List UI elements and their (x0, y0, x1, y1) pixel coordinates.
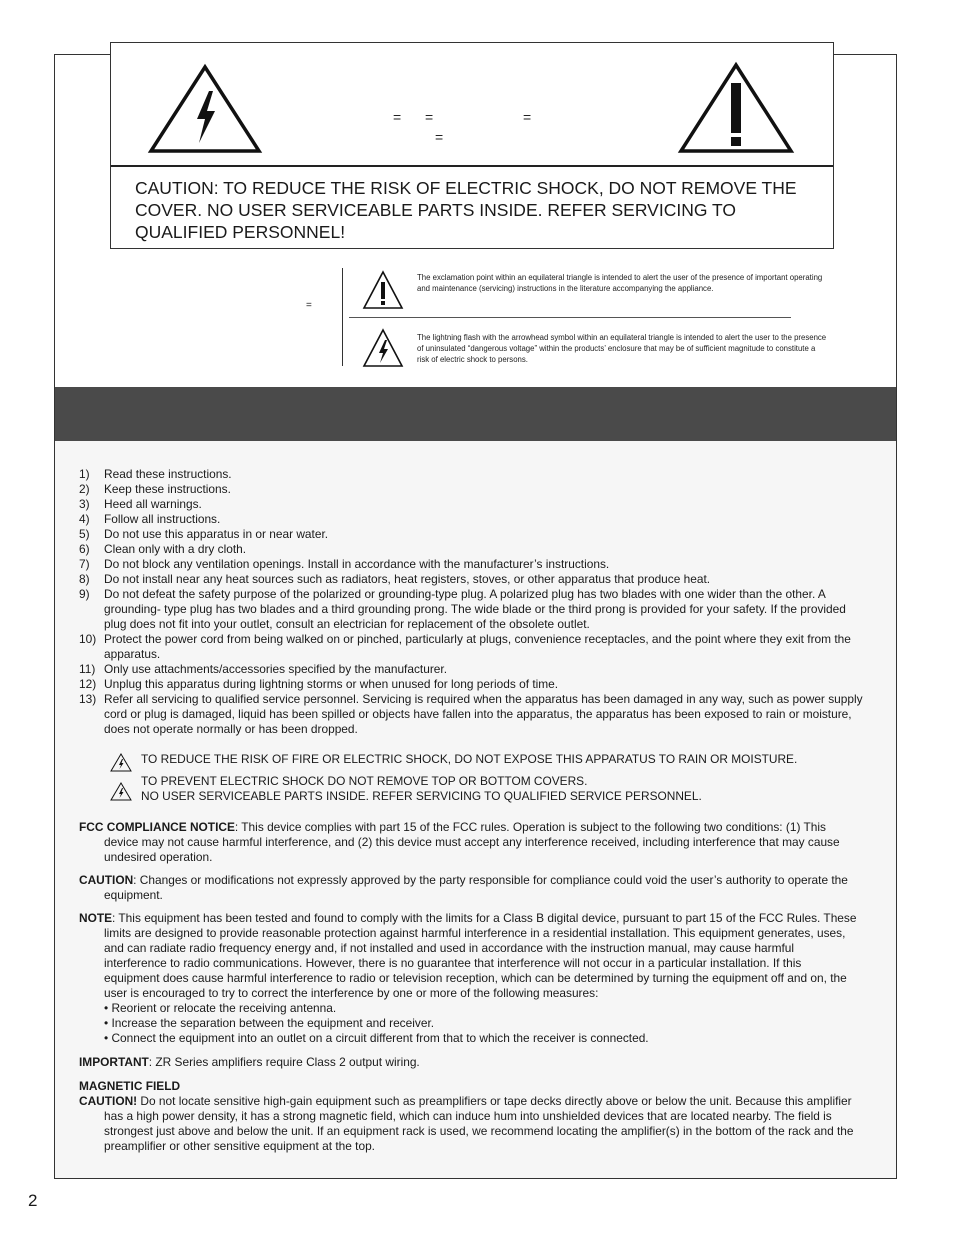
magnetic-field-section: MAGNETIC FIELD CAUTION! Do not locate sensitive high-gain equipment such as preamplifiers or tape decks directly above or below the unit. Because this amplifier has a high power density, it has a strong magnetic field, which can induce hum into unshielded devices that are located nearby. The field is strongest just above and below the unit. If an equipment rack is used, we recommend locating the amplifier(s) in the bottom of the rack and the preamplifier or other sensitive equipment at the top. (79, 1079, 854, 1153)
magnetic-caution-label: CAUTION! (79, 1094, 138, 1108)
list-item: 12) Unplug this apparatus during lightning storms or when unused for long periods of time. (79, 677, 559, 691)
covers-warning-text: TO PREVENT ELECTRIC SHOCK DO NOT REMOVE TOP OR BOTTOM COVERS. NO USER SERVICEABLE PARTS INSIDE. REFER SERVICING TO QUALIFIED SERVICE PERSONNEL. (141, 774, 702, 803)
fcc-note: NOTE: This equipment has been tested and found to comply with the limits for a Class B digital device, pursuant to part 15 of the FCC Rules. These limits are designed to provide reasonable protection against harmful interference in a residential installation. This equipment generates, uses, and can radiate radio frequency energy and, if not installed and used in accordance with the instruction manual, may cause harmful interference to radio communications. However, there is no guarantee that interference will not occur in a particular installation. If this equipment does cause harmful interference to radio or television reception, which can be determined by turning the equipment off and on, the user is encouraged to try to correct the interference by one or more of the following measures: • Reorient or relocate the receiving antenna. • Increase the separation between the equipment and receiver. • Connect the equipment into an outlet on a circuit different from that to which the receiver is connected. (79, 911, 857, 1045)
list-item: 10) Protect the power cord from being walked on or pinched, particularly at plugs, convenience receptacles, and the point where they exit from the apparatus. (79, 632, 851, 661)
list-item: • Reorient or relocate the receiving antenna. (104, 1001, 337, 1015)
list-item: 3) Heed all warnings. (79, 497, 202, 511)
caution-statement: CAUTION: TO REDUCE THE RISK OF ELECTRIC SHOCK, DO NOT REMOVE THE COVER. NO USER SERVICEABLE PARTS INSIDE. REFER SERVICING TO QUALIFIED PERSONNEL! (135, 178, 797, 242)
equals-sign: = (523, 109, 532, 125)
list-item: 9) Do not defeat the safety purpose of the polarized or grounding-type plug. A polarized plug has two blades with one wider than the other. A grounding- type plug has two blades and a third grounding prong. The wide blade or the third prong is provided for your safety. If the provided plug does not fit into your outlet, consult an electrician for replacement of the obsolete outlet. (79, 587, 846, 631)
fcc-label: FCC COMPLIANCE NOTICE (79, 820, 235, 834)
important-notice: IMPORTANT: ZR Series amplifiers require Class 2 output wiring. (79, 1055, 420, 1069)
list-item: 13) Refer all servicing to qualified service personnel. Servicing is required when the apparatus has been damaged in any way, such as power supply cord or plug is damaged, liquid has been spilled or objects have fallen into the apparatus, the apparatus has been exposed to rain or moisture, does not operate normally or has been dropped. (79, 692, 863, 736)
safety-instructions-list (79, 467, 864, 737)
caution-label: CAUTION (79, 873, 134, 887)
list-item: 7) Do not block any ventilation openings. Install in accordance with the manufacturer’s instructions. (79, 557, 610, 571)
list-item: 8) Do not install near any heat sources such as radiators, heat registers, stoves, or other apparatus that produce heat. (79, 572, 711, 586)
caution-box (110, 42, 834, 249)
list-item: 6) Clean only with a dry cloth. (79, 542, 247, 556)
list-item: • Increase the separation between the equipment and receiver. (104, 1016, 435, 1030)
magnetic-field-heading: MAGNETIC FIELD (79, 1079, 181, 1093)
section-header-band (55, 387, 896, 441)
caution-notice: CAUTION: Changes or modifications not expressly approved by the party responsible for compliance could void the user’s authority to operate the equipment. (79, 873, 848, 902)
list-item: • Connect the equipment into an outlet on a circuit different from that to which the receiver is connected. (104, 1031, 649, 1045)
list-item: 2) Keep these instructions. (79, 482, 231, 496)
equals-sign: = (425, 109, 434, 125)
covers-warning (110, 774, 702, 804)
equals-sign: = (306, 300, 312, 311)
list-item: 1) Read these instructions. (79, 467, 232, 481)
symbol-divider (342, 268, 343, 366)
exclamation-symbol-icon (361, 269, 405, 311)
lightning-symbol-description: The lightning flash with the arrowhead symbol within an equilateral triangle is intended to alert the user to the presence of uninsulated “dangerous voltage” within the products’ enclosure that may be of sufficient magnitude to constitute a risk of electric shock to persons. (417, 333, 827, 364)
list-item: 5) Do not use this apparatus in or near water. (79, 527, 329, 541)
fire-warning-text: TO REDUCE THE RISK OF FIRE OR ELECTRIC SHOCK, DO NOT EXPOSE THIS APPARATUS TO RAIN OR MOISTURE. (141, 752, 798, 766)
list-item: 11) Only use attachments/accessories specified by the manufacturer. (79, 662, 448, 676)
lightning-symbol-icon (361, 327, 405, 369)
lightning-warning-icon (147, 63, 263, 155)
equals-sign: = (435, 129, 444, 145)
exclamation-warning-icon (677, 61, 795, 155)
symbol-divider (349, 317, 791, 318)
important-label: IMPORTANT (79, 1055, 149, 1069)
page-number: 2 (28, 1191, 38, 1210)
equals-sign: = (393, 109, 402, 125)
caution-symbol-row (111, 43, 833, 167)
fire-warning (110, 752, 797, 772)
exclamation-symbol-description: The exclamation point within an equilateral triangle is intended to alert the user of the presence of important operating and maintenance (servicing) instructions in the literature accompanying the appliance. (417, 273, 823, 293)
fcc-compliance-notice: FCC COMPLIANCE NOTICE: This device complies with part 15 of the FCC rules. Operation is subject to the following two conditions: (1) This device may not cause harmful interference, and (2) this device must accept any interference received, including interference that may cause undesired operation. (79, 820, 840, 864)
lightning-symbol-icon (110, 753, 132, 772)
note-label: NOTE (79, 911, 113, 925)
lightning-symbol-icon (110, 782, 132, 801)
list-item: 4) Follow all instructions. (79, 512, 221, 526)
